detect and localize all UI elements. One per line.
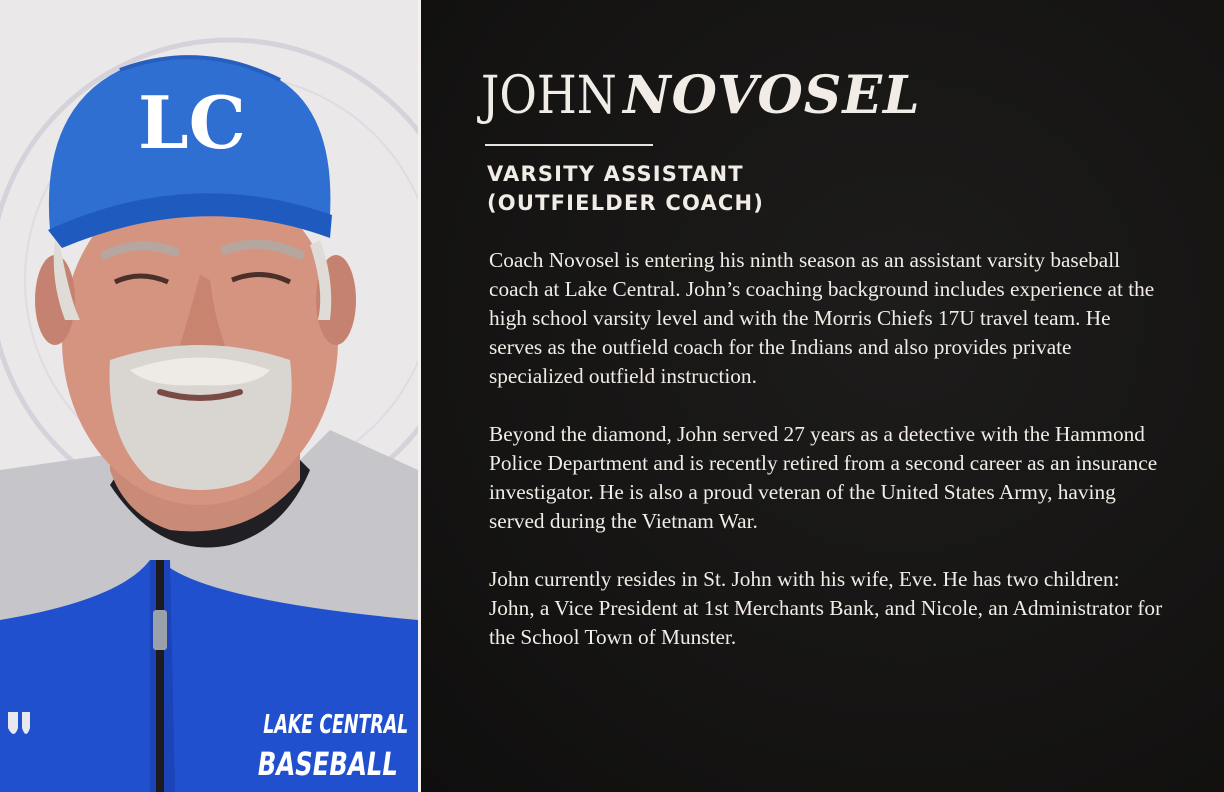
- title-underline: [485, 144, 653, 146]
- role-line-1: VARSITY ASSISTANT: [487, 162, 744, 186]
- role-line-2: (OUTFIELDER COACH): [487, 191, 765, 215]
- bio-paragraph-2: Beyond the diamond, John served 27 years as a detective with the Hammond Police Department and is recently retired from a second career as an insurance investigator. He is also a proud veteran of the United States Army, having served during the Vietnam War.: [489, 422, 1158, 533]
- jersey-text-line2: BASEBALL: [254, 745, 445, 783]
- cap-logo: LC: [138, 80, 246, 165]
- coach-name: [481, 62, 921, 128]
- coach-portrait-illustration: [0, 0, 482, 792]
- bio-text: [489, 246, 1169, 681]
- coach-role: [487, 160, 764, 218]
- coach-first-name: JOHN: [481, 66, 617, 126]
- jersey-text-line1: LAKE CENTRAL: [261, 710, 482, 740]
- bio-paragraph-3: John currently resides in St. John with his wife, Eve. He has two children: John, a Vice President at 1st Merchants Bank, and Nicole, an Administrator for the School Town of Munster.: [489, 567, 1163, 649]
- bio-paragraph-1: Coach Novosel is entering his ninth season as an assistant varsity baseball coach at Lake Central. John’s coaching background includes experience at the high school varsity level and with the Morris Chiefs 17U travel team. He serves as the outfield coach for the Indians and also provides private specialized outfield instruction.: [489, 248, 1155, 388]
- coach-photo: [0, 0, 482, 792]
- coach-last-name: NOVOSEL: [623, 65, 921, 126]
- bio-panel: [421, 0, 1224, 792]
